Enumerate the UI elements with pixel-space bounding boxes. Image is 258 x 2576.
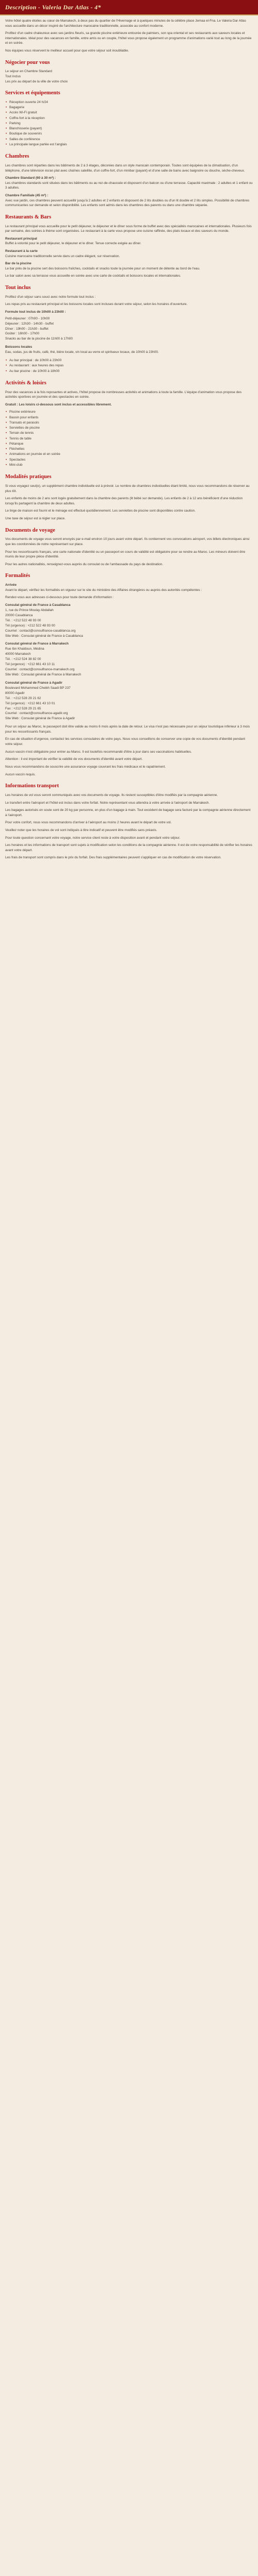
paragraph: Profitez d'un séjour sans souci avec notre formule tout inclus : [5, 295, 96, 299]
list-item: • Au bar principal : de 10h00 à 23h00 [5, 358, 253, 363]
paragraph: Les bagages autorisés en soute sont de 20 kg par personne, en plus d'un bagage à main. Tout excédent de bagage sera facturé par la compagnie aérienne directement à l'aéroport. [5, 808, 251, 817]
subheading: Bar de la piscine [5, 262, 31, 266]
paragraph: Pour un séjour au Maroc, le passeport doit être valide au moins 6 mois après la date de retour. Le visa n'est pas nécessaire pour un séjour touristique inférieur à 3 mois pour les ressortissants français. [5, 725, 250, 734]
subheading: Restaurant principal [5, 236, 37, 241]
transport-section [5, 782, 253, 860]
section-heading: Tout inclus [5, 285, 31, 291]
paragraph: Les prix au départ de la ville de votre choix [5, 79, 68, 83]
address-line: Rue Ibn Khaldoun, Médina [5, 647, 44, 651]
list-item: • Mini-club [5, 463, 253, 468]
section-heading: Informations transport [5, 783, 59, 789]
inclus-section [5, 284, 253, 374]
paragraph: Rendez-vous aux adresses ci-dessous pour toute demande d'information : [5, 596, 114, 600]
page-title: Description - Valeria Dar Atlas - 4* [5, 4, 101, 11]
restaurants-section [5, 213, 253, 279]
address-line: Fax : +212 528 29 21 65 [5, 706, 41, 710]
equipements-list [5, 100, 253, 147]
paragraph: Une taxe de séjour est à régler sur place. [5, 517, 66, 520]
list-item: • Parking [5, 121, 253, 126]
intro-section [5, 19, 253, 54]
list-item: • Fléchettes [5, 447, 253, 452]
page-banner [0, 0, 258, 15]
list-item: • Terrain de tennis [5, 431, 253, 436]
reception-section [5, 59, 253, 84]
consulate-title: Consulat général de France à Marrakech [5, 642, 69, 646]
paragraph: Veuillez noter que les horaires de vol sont indiqués à titre indicatif et peuvent être modifiés sans préavis. [5, 828, 157, 832]
address-line: Boulevard Mohammed Cheikh Saadi BP 237 [5, 686, 71, 690]
modalites-section [5, 473, 253, 521]
address-line: Tél. : +212 524 38 82 00 [5, 657, 41, 662]
section-heading: Négocier pour vous [5, 59, 50, 65]
section-heading: Chambres [5, 154, 29, 160]
address-line: 80000 Agadir [5, 691, 25, 695]
list-item: • Pétanque [5, 442, 253, 447]
list-item: • Réception ouverte 24 h/24 [5, 100, 253, 105]
list-item: • Serviettes de piscine [5, 426, 253, 431]
meal-times-box [5, 316, 253, 342]
subheading: Restaurant à la carte [5, 249, 38, 253]
paragraph: Le linge de maison est fourni et le ménage est effectué quotidiennement. Les serviettes de piscine sont disponibles contre caution. [5, 509, 196, 513]
list-item: • Boutique de souvenirs [5, 131, 253, 137]
list-item: • La principale langue parlée est l'anglais [5, 142, 253, 147]
section-heading: Formalités [5, 573, 30, 579]
subheading: Arrivée [5, 583, 17, 587]
formalites-section [5, 572, 253, 777]
paragraph: Les chambres sont réparties dans les bâtiments de 2 à 3 étages, décorées dans un style marocain contemporain. Toutes sont équipées de la climatisation, d'un téléphone, d'une télévision écran plat avec chaînes satellite, d'un coffre-fort, d'un minibar (payant) et d'une salle de bains avec baignoire ou douche, sèche-cheveux. [5, 163, 245, 173]
paragraph: Le séjour en Chambre Standard [5, 70, 52, 74]
email-line: Courriel : contact@consulfrance-marrakech.org [5, 668, 75, 672]
main-content [0, 15, 258, 868]
intro-paragraph: Nos équipes vous réservent le meilleur accueil pour que votre séjour soit inoubliable. [5, 49, 129, 53]
paragraph: Le bar salon avec sa terrasse vous accueille en soirée avec une carte de cocktails et boissons locales et internationales. [5, 274, 181, 278]
equipements-section [5, 89, 253, 147]
paragraph: Pour votre confort, nous vous recommandons d'arriver à l'aéroport au moins 2 heures avant le départ de votre vol. [5, 821, 172, 825]
list-item: • Bassin pour enfants [5, 415, 253, 420]
website-line: Site Web : Consulat général de France à Casablanca [5, 634, 83, 638]
list-item: • Piscine extérieure [5, 410, 253, 415]
paragraph: Cuisine marocaine traditionnelle servie dans un cadre élégant, sur réservation. [5, 254, 120, 258]
consulate-address [5, 681, 253, 721]
paragraph: Les horaires de vol vous seront communiqués avec vos documents de voyage. Ils restent susceptibles d'être modifiés par la compagnie aérienne. [5, 793, 218, 797]
list-item: • Coffre-fort à la réception [5, 116, 253, 121]
subheading: Chambre Familiale (45 m²) : [5, 194, 49, 198]
paragraph: Tout inclus [5, 75, 21, 79]
documents-section [5, 527, 253, 567]
paragraph: Les chambres standards sont situées dans les bâtiments ou au rez-de-chaussée et disposent d'un balcon ou d'une terrasse. Capacité maximale : 2 adultes et 1 enfant ou 3 adultes. [5, 181, 253, 190]
section-heading: Modalités pratiques [5, 474, 52, 480]
subheading: Boissons locales [5, 345, 33, 349]
address-line: Tél (urgence) : +212 661 43 10 01 [5, 701, 55, 705]
section-heading: Documents de voyage [5, 527, 55, 533]
email-line: Courriel : contact@consulfrance-agadir.org [5, 711, 68, 716]
address-line: Tél. : +212 522 48 93 00 [5, 618, 41, 622]
list-item: • Au restaurant : aux heures des repas [5, 363, 253, 368]
paragraph: Vos documents de voyage vous seront envoyés par e-mail environ 10 jours avant votre départ. Ils contiennent vos convocations aéroport, vos billets électroniques ainsi que les coordonnées de notre représentant sur place. [5, 537, 250, 546]
list-item: • Accès Wi-Fi gratuit [5, 110, 253, 115]
paragraph: En cas de situation d'urgence, contactez les services consulaires de votre pays. Nous vous conseillons de conserver une copie de vos documents d'identité pendant votre séjour. [5, 737, 245, 747]
paragraph: Le bar près de la piscine sert des boissons fraîches, cocktails et snacks toute la journée pour un moment de détente au bord de l'eau. [5, 266, 200, 270]
paragraph: Les horaires et les informations de transport sont sujets à modification selon les conditions de la compagnie aérienne. Il est de votre responsabilité de vérifier les horaires avant votre départ. [5, 843, 252, 852]
list-item: • Salles de conférence [5, 137, 253, 142]
website-line: Site Web : Consulat général de France à Agadir [5, 717, 75, 721]
meal-time: Déjeuner : 12h30 - 14h30 - buffet [5, 321, 54, 326]
section-heading: Restaurants & Bars [5, 214, 52, 220]
paragraph: Attention : il est important de vérifier la validité de vos documents d'identité avant votre départ. [5, 757, 143, 761]
subheading: Formule tout inclus de 10h00 à 23h00 : [5, 310, 66, 314]
paragraph: Pour toute question concernant votre voyage, notre service client reste à votre disposition avant et pendant votre séjour. [5, 836, 181, 840]
subheading: Chambre Standard (60 à 30 m²) : [5, 176, 56, 180]
address-line: Tél (urgence) : +212 661 43 10 11 [5, 663, 55, 667]
paragraph: Gratuit : Les loisirs ci-dessous sont inclus et accessibles librement. [5, 402, 112, 406]
paragraph: Pour les ressortissants français, une carte nationale d'identité ou un passeport en cours de validité est obligatoire pour se rendre au Maroc. Les mineurs doivent être munis de leur propre pièce d'identité. [5, 550, 246, 559]
paragraph: Aucun vaccin n'est obligatoire pour entrer au Maroc. Il est toutefois recommandé d'être à jour dans ses vaccinations habituelles. [5, 750, 192, 754]
meal-time: Dîner : 19h00 - 21h30 - buffet [5, 327, 49, 331]
paragraph: Buffet à volonté pour le petit déjeuner, le déjeuner et le dîner. Tenue correcte exigée au dîner. [5, 242, 141, 246]
section-heading: Services et équipements [5, 90, 60, 96]
activites-section [5, 379, 253, 468]
paragraph: Les repas pris au restaurant principal et les boissons locales sont incluses durant votre séjour, selon les horaires d'ouverture. [5, 302, 188, 307]
paragraph: Nous vous recommandons de souscrire une assurance voyage couvrant les frais médicaux et le rapatriement. [5, 765, 166, 769]
address-line: Tél (urgence) : +212 522 48 93 00 [5, 623, 55, 628]
consulate-title: Consulat général de France à Agadir [5, 681, 62, 685]
section-heading: Activités & loisirs [5, 380, 46, 386]
drinks-box [5, 345, 253, 355]
address-line: 20000 Casablanca [5, 613, 33, 617]
consulate-title: Consulat général de France à Casablanca [5, 603, 71, 607]
paragraph: Le restaurant principal vous accueille pour le petit déjeuner, le déjeuner et le dîner sous forme de buffet avec des spécialités marocaines et internationales. Plusieurs fois par semaine, des soirées à thème sont organisées. Le restaurant à la carte vous propose une cuisine raffinée, des plats locaux et des saveurs du monde. [5, 224, 252, 233]
address-line: 40000 Marrakech [5, 652, 31, 656]
intro-paragraph: Votre hôtel quatre étoiles au cœur de Marrakech, à deux pas du quartier de l'Hivernage et à quelques minutes de la célèbre place Jemaa el-Fna. Le Valeria Dar Atlas vous accueille dans un décor inspiré de l'architecture marocaine traditionnelle, associée au confort moderne. [5, 19, 246, 28]
paragraph: Les frais de transport sont compris dans le prix du forfait. Des frais supplémentaires peuvent s'appliquer en cas de modification de votre réservation. [5, 856, 221, 860]
intro-paragraph: Profitez d'un cadre chaleureux avec ses jardins fleuris, sa grande piscine extérieure entourée de palmiers, son spa oriental et ses restaurants aux saveurs locales et internationales. Idéal pour des vacances en famille, entre amis ou en couple, l'hôtel vous propose également un programme d'animations varié tout au long de la journée et en soirée. [5, 31, 252, 45]
list-item: • Spectacles [5, 457, 253, 463]
meal-time: Petit-déjeuner : 07h00 - 10h00 [5, 316, 50, 320]
paragraph: Pour des vacances à la fois reposantes et actives, l'hôtel propose de nombreuses activités et animations à toute la famille. L'équipe d'animation vous propose des activités sportives en journée et des spectacles en soirée. [5, 390, 242, 399]
list-item: • Blanchisserie (payant) [5, 126, 253, 131]
website-line: Site Web : Consulat général de France à Marrakech [5, 672, 82, 676]
meal-time: Snacks au bar de la piscine de 11h00 à 17h00 [5, 337, 73, 341]
address-line: 1, rue du Prince Moulay Abdallah [5, 608, 54, 612]
chambres-section [5, 152, 253, 208]
meal-time: Goûter : 16h00 - 17h00 [5, 332, 40, 336]
list-item: • Au bar piscine : de 10h00 à 18h00 [5, 369, 253, 374]
list-item: • Transats et parasols [5, 420, 253, 426]
paragraph: Eau, sodas, jus de fruits, café, thé, bière locale, vin local au verre et spiritueux locaux, de 10h00 à 23h00. [5, 350, 159, 354]
activites-list [5, 410, 253, 468]
list-item: • Bagagerie [5, 105, 253, 110]
paragraph: Aucun vaccin requis. [5, 772, 36, 776]
paragraph: Avec vue jardin, ces chambres peuvent accueillir jusqu'à 2 adultes et 2 enfants et disposent de 2 lits doubles ou d'un lit double et 2 lits simples. Possibilité de chambres communicantes sur demande et selon disponibilité. Les enfants sont admis dans les chambres des parents ou dans une chambre séparée. [5, 198, 250, 208]
consulate-address [5, 641, 253, 677]
paragraph: Pour les autres nationalités, renseignez-vous auprès du consulat ou de l'ambassade du pays de destination. [5, 562, 164, 566]
paragraph: Avant le départ, vérifiez les formalités en vigueur sur le site du ministère des Affaires étrangères ou auprès des autorités compétentes : [5, 588, 202, 592]
consulate-address [5, 603, 253, 638]
paragraph: Les enfants de moins de 2 ans sont logés gratuitement dans la chambre des parents (lit bébé sur demande). Les enfants de 2 à 12 ans bénéficient d'une réduction lorsqu'ils partagent la chambre de deux adultes. [5, 497, 243, 505]
paragraph: Si vous voyagez seul(e), un supplément chambre individuelle est à prévoir. Le nombre de chambres individuelles étant limité, nous vous recommandons de réserver au plus tôt. [5, 484, 250, 493]
bar-hours-list [5, 358, 253, 374]
paragraph: Le transfert entre l'aéroport et l'hôtel est inclus dans votre forfait. Notre représentant vous attendra à votre arrivée à l'aéroport de Marrakech. [5, 801, 210, 805]
address-line: Tél. : +212 528 29 21 62 [5, 696, 41, 700]
list-item: • Animations en journée et en soirée [5, 452, 253, 457]
list-item: • Tennis de table [5, 436, 253, 442]
email-line: Courriel : contact@consulfrance-casablanca.org [5, 629, 76, 633]
